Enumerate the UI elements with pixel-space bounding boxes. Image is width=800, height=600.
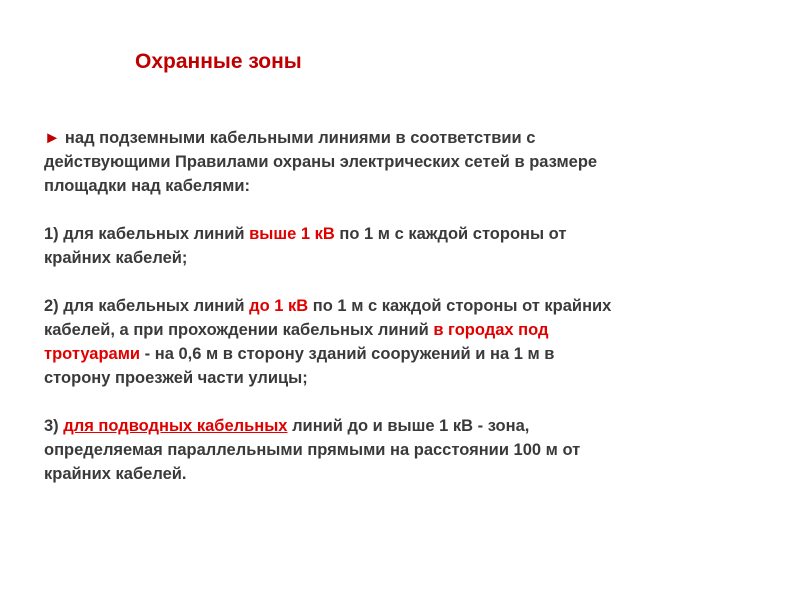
item-1-text-post: по 1 м с каждой стороны от xyxy=(334,225,567,243)
intro-paragraph xyxy=(44,126,744,198)
item-2-line-1 xyxy=(44,294,744,318)
item-2-text-pre: 2) для кабельных линий xyxy=(44,297,250,315)
item-3-text-post: линий до и выше 1 кВ - зона, xyxy=(287,417,530,435)
item-2-text-2: кабелей, а при прохождении кабельных линий xyxy=(44,321,434,339)
item-1-line-1 xyxy=(44,222,744,246)
item-2-line-3 xyxy=(44,342,744,366)
intro-text-1: над подземными кабельными линиями в соответствии с xyxy=(60,129,536,147)
item-2-text-3: - на 0,6 м в сторону зданий сооружений и на 1 м в xyxy=(140,345,555,363)
item-1-highlight: выше 1 кВ xyxy=(249,225,335,243)
item-2-highlight-3: тротуарами xyxy=(44,345,141,363)
item-1-paragraph xyxy=(44,222,744,270)
item-2-paragraph xyxy=(44,294,744,390)
item-3-paragraph xyxy=(44,414,744,486)
item-1-line-2: крайних кабелей; xyxy=(44,249,188,267)
item-2-highlight-2: в городах под xyxy=(433,321,549,339)
bullet-arrow-icon: ► xyxy=(44,129,61,147)
item-2-highlight: до 1 кВ xyxy=(249,297,309,315)
item-1-text-pre: 1) для кабельных линий xyxy=(44,225,250,243)
slide-title: Охранные зоны xyxy=(135,50,302,73)
item-3-line-2: определяемая параллельными прямыми на расстоянии 100 м от xyxy=(44,441,581,459)
item-2-line-4: сторону проезжей части улицы; xyxy=(44,369,308,387)
item-2-text-post: по 1 м с каждой стороны от крайних xyxy=(308,297,612,315)
item-3-line-1 xyxy=(44,414,744,438)
intro-line-1 xyxy=(44,126,744,150)
item-3-line-3: крайних кабелей. xyxy=(44,465,187,483)
intro-line-2: действующими Правилами охраны электрических сетей в размере xyxy=(44,153,598,171)
intro-line-3: площадки над кабелями: xyxy=(44,177,251,195)
item-3-highlight: для подводных кабельных xyxy=(63,417,288,435)
item-2-line-2 xyxy=(44,318,744,342)
item-3-text-pre: 3) xyxy=(44,417,64,435)
